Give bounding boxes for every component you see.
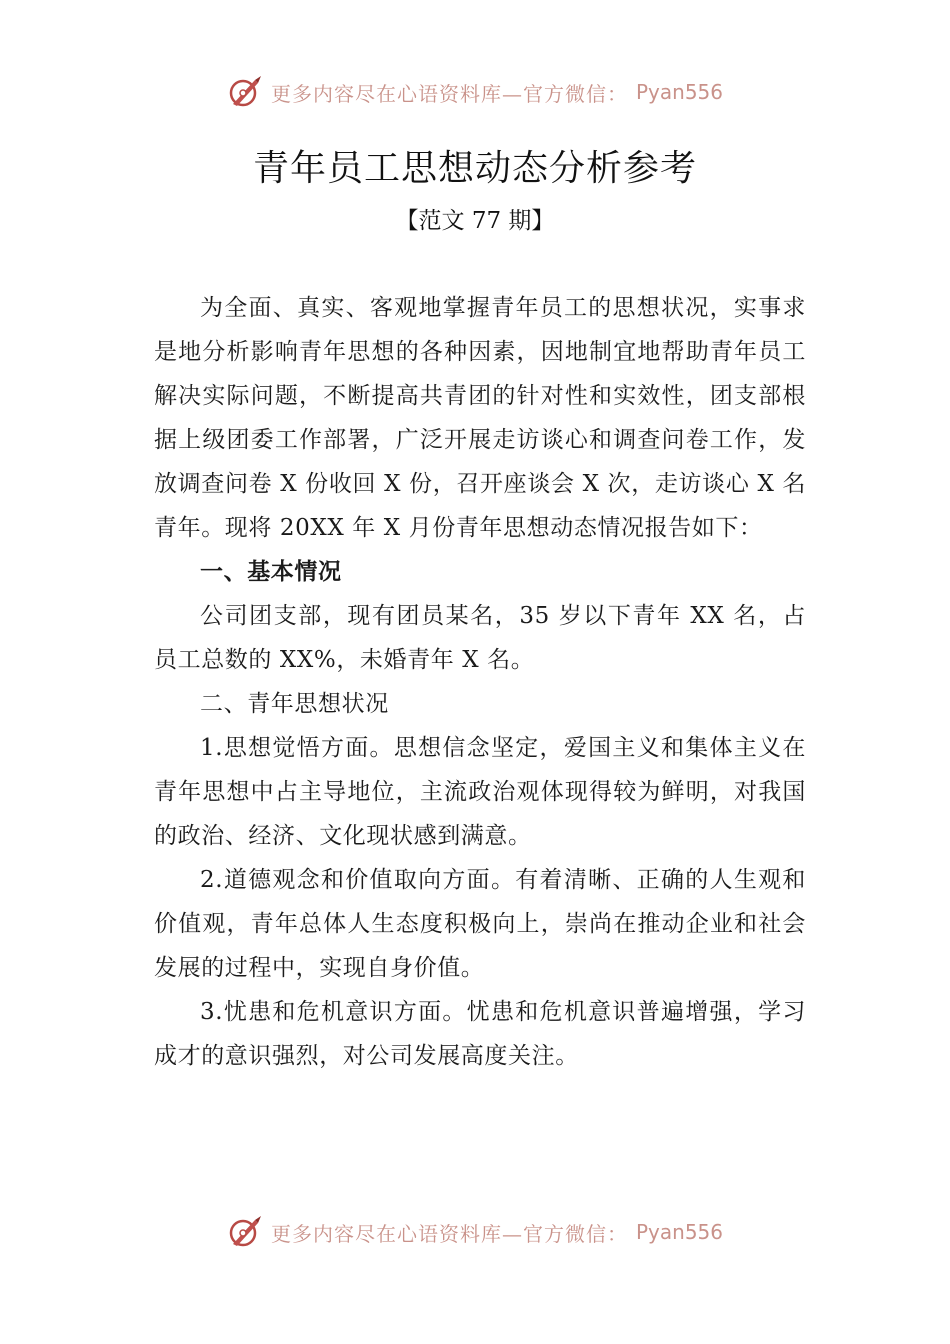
- quill-pen-logo-icon: [227, 74, 263, 110]
- document-body: [154, 286, 806, 1078]
- header-watermark: [0, 72, 950, 112]
- watermark-text: 更多内容尽在心语资料库—官方微信：: [270, 81, 628, 106]
- thought-item-2: 2.道德观念和价值取向方面。有着清晰、正确的人生观和价值观，青年总体人生态度积极向上，崇尚在推动企业和社会发展的过程中，实现自身价值。: [154, 867, 806, 981]
- watermark-text: 更多内容尽在心语资料库—官方微信：: [270, 1221, 628, 1246]
- thought-item-1: 1.思想觉悟方面。思想信念坚定，爱国主义和集体主义在青年思想中占主导地位，主流政治观体现得较为鲜明，对我国的政治、经济、文化现状感到满意。: [154, 735, 806, 849]
- document-title: 青年员工思想动态分析参考: [252, 148, 697, 189]
- quill-pen-logo-icon: [227, 1214, 263, 1250]
- footer-watermark: [0, 1212, 950, 1252]
- section-heading-basic: 一、基本情况: [200, 559, 342, 585]
- thought-item-3: 3.忧患和危机意识方面。忧患和危机意识普遍增强，学习成才的意识强烈，对公司发展高度关注。: [154, 999, 806, 1069]
- watermark-wechat-id: Pyan556: [635, 80, 723, 104]
- basic-info-paragraph: 公司团支部，现有团员某名，35 岁以下青年 XX 名，占员工总数的 XX%，未婚青年 X 名。: [154, 603, 806, 673]
- document-issue: 【范文 77 期】: [395, 208, 555, 234]
- intro-paragraph: 为全面、真实、客观地掌握青年员工的思想状况，实事求是地分析影响青年思想的各种因素，因地制宜地帮助青年员工解决实际问题，不断提高共青团的针对性和实效性，团支部根据上级团委工作部署，广泛开展走访谈心和调查问卷工作，发放调查问卷 X 份收回 X 份，召开座谈会 X 次，走访谈心 X 名青年。现将 20XX 年 X 月份青年思想动态情况报告如下：: [154, 295, 806, 541]
- section-heading-thought: 二、青年思想状况: [200, 691, 389, 717]
- watermark-wechat-id: Pyan556: [635, 1220, 723, 1244]
